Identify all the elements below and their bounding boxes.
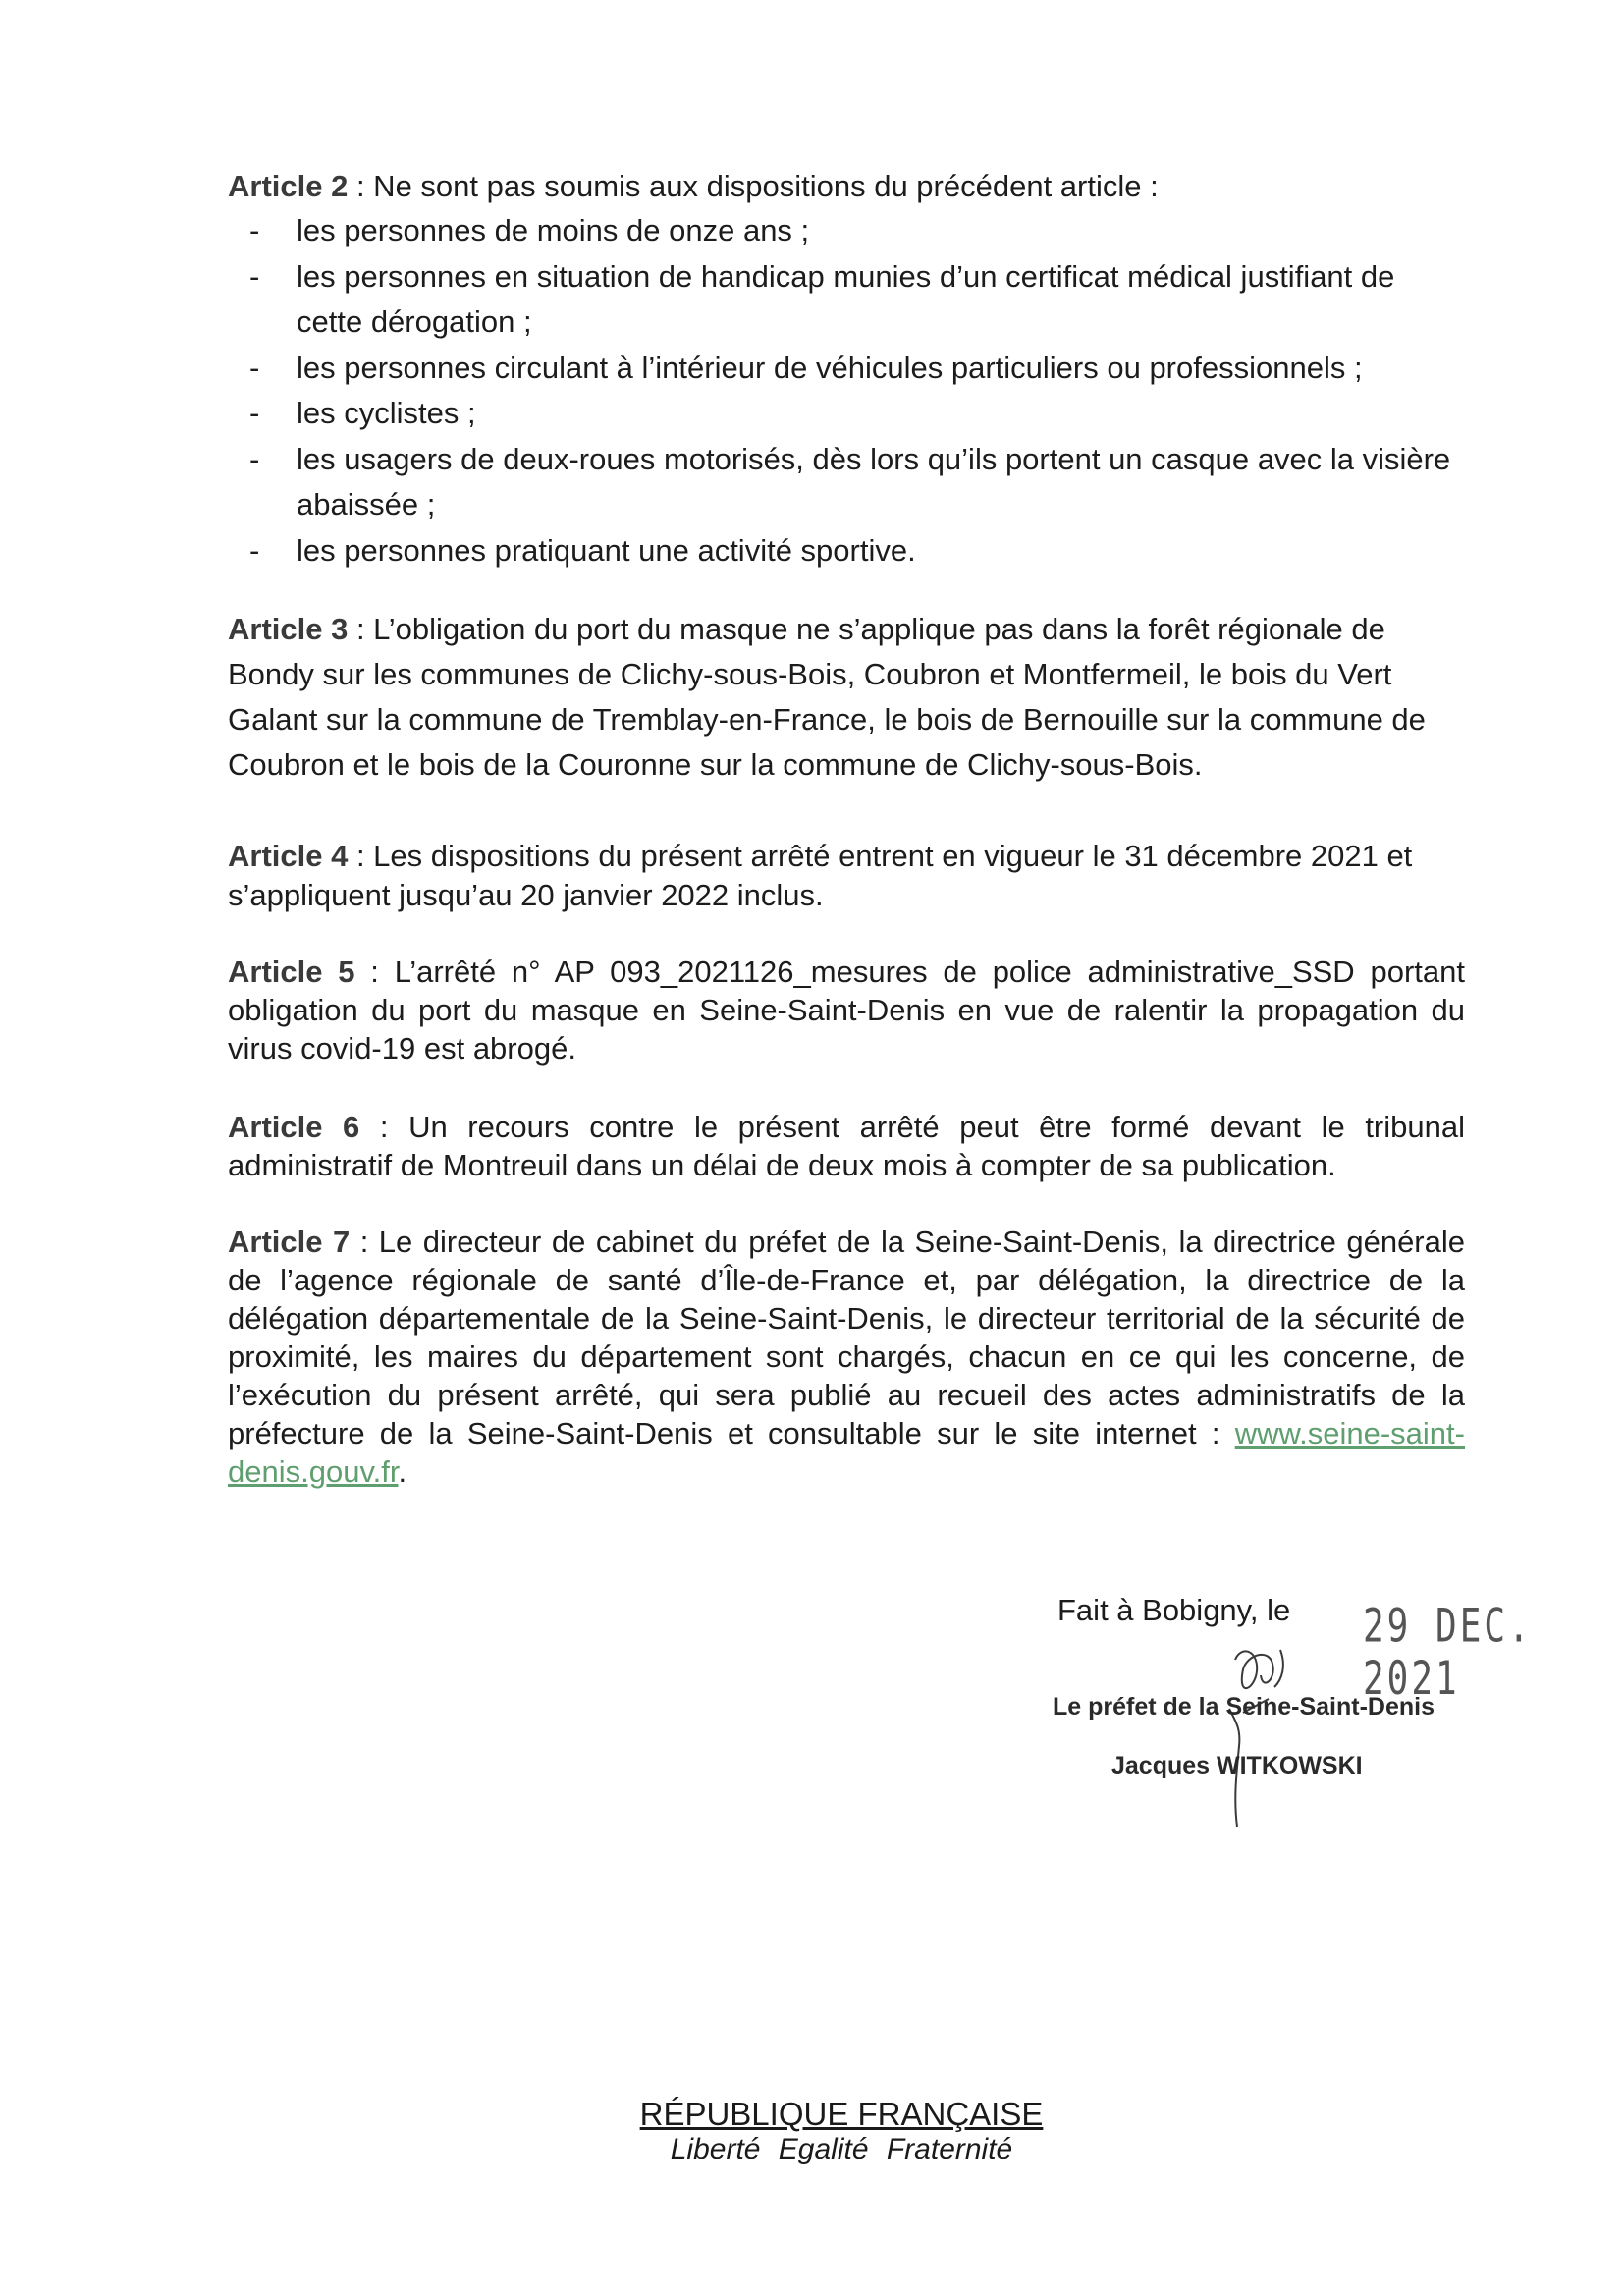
list-item [228, 346, 1465, 392]
article-4-label: Article 4 [228, 839, 349, 873]
handwritten-signature [1178, 1630, 1326, 1856]
article-7 [228, 1223, 1465, 1491]
list-item-text: les personnes en situation de handicap munies d’un certificat médical justifiant de cette dérogation ; [297, 258, 1395, 339]
list-item-text: les personnes circulant à l’intérieur de véhicules particuliers ou professionnels ; [297, 350, 1363, 385]
list-item [228, 254, 1465, 346]
article-2-text: : Ne sont pas soumis aux dispositions du précédent article : [348, 169, 1159, 203]
signature-place: Fait à Bobigny, le [1057, 1593, 1291, 1627]
national-motto: Liberté Egalité Fraternité [670, 2133, 1013, 2165]
article-2-exemption-list [228, 208, 1465, 574]
website-link[interactable]: www.seine-saint-denis.gouv.fr [228, 1416, 1465, 1489]
list-item-text: les personnes pratiquant une activité sportive. [297, 532, 916, 568]
article-5-label: Article 5 [228, 955, 355, 989]
list-item [228, 391, 1465, 437]
article-7-label: Article 7 [228, 1225, 351, 1259]
article-3 [228, 607, 1465, 788]
article-4 [228, 837, 1465, 915]
list-item-text: les cyclistes ; [297, 396, 476, 430]
article-5 [228, 953, 1465, 1067]
bullet-dash: - [249, 258, 260, 294]
date-stamp: 29 DEC. 2021 [1363, 1601, 1533, 1706]
republic-heading: RÉPUBLIQUE FRANÇAISE [639, 2096, 1044, 2132]
article-4-text: : Les dispositions du présent arrêté entrent en vigueur le 31 décembre 2021 et s’appliquent jusqu’au 20 janvier 2022 inclus. [228, 839, 1413, 912]
bullet-dash: - [249, 213, 260, 247]
bullet-dash: - [249, 441, 260, 476]
list-item-text: les personnes de moins de onze ans ; [297, 213, 810, 247]
bullet-dash: - [249, 396, 260, 430]
article-6-text: : Un recours contre le présent arrêté peut être formé devant le tribunal administratif de Montreuil dans un délai de deux mois à compter de sa publication. [228, 1110, 1465, 1182]
article-5-text: : L’arrêté n° AP 093_2021126_mesures de police administrative_SSD portant obligation du port du masque en Seine-Saint-Denis en vue de ralentir la propagation du virus covid-19 est abrogé. [228, 955, 1465, 1066]
article-6 [228, 1108, 1465, 1184]
article-3-label: Article 3 [228, 612, 349, 646]
article-6-label: Article 6 [228, 1110, 360, 1144]
prefect-title: Le préfet de la Seine-Saint-Denis [1053, 1693, 1435, 1721]
list-item-text: les usagers de deux-roues motorisés, dès lors qu’ils portent un casque avec la visière abaissée ; [297, 441, 1451, 521]
article-2-intro [228, 167, 1465, 206]
bullet-dash: - [249, 532, 260, 568]
list-item [228, 437, 1465, 528]
prefect-name: Jacques WITKOWSKI [1111, 1752, 1363, 1779]
bullet-dash: - [249, 350, 260, 385]
article-7-end: . [398, 1454, 407, 1489]
list-item [228, 528, 1465, 574]
article-7-text: : Le directeur de cabinet du préfet de la Seine-Saint-Denis, la directrice générale de l’agence régionale de santé d’Île-de-France et, par délégation, la directrice de la délégation départementale de la Seine-Saint-Denis, le directeur territorial de la sécurité de proximité, les maires du département sont chargés, chacun en ce qui les concerne, de l’exécution du présent arrêté, qui sera publié au recueil des actes administratifs de la préfecture de la Seine-Saint-Denis et consultable sur le site internet : [228, 1225, 1465, 1450]
article-2-label: Article 2 [228, 169, 349, 203]
list-item [228, 208, 1465, 254]
article-3-text: : L’obligation du port du masque ne s’applique pas dans la forêt régionale de Bondy sur les communes de Clichy-sous-Bois, Coubron et Montfermeil, le bois du Vert Galant sur la commune de Tremblay-en-France, le bois de Bernouille sur la commune de Coubron et le bois de la Couronne sur la commune de Clichy-sous-Bois. [228, 612, 1426, 782]
